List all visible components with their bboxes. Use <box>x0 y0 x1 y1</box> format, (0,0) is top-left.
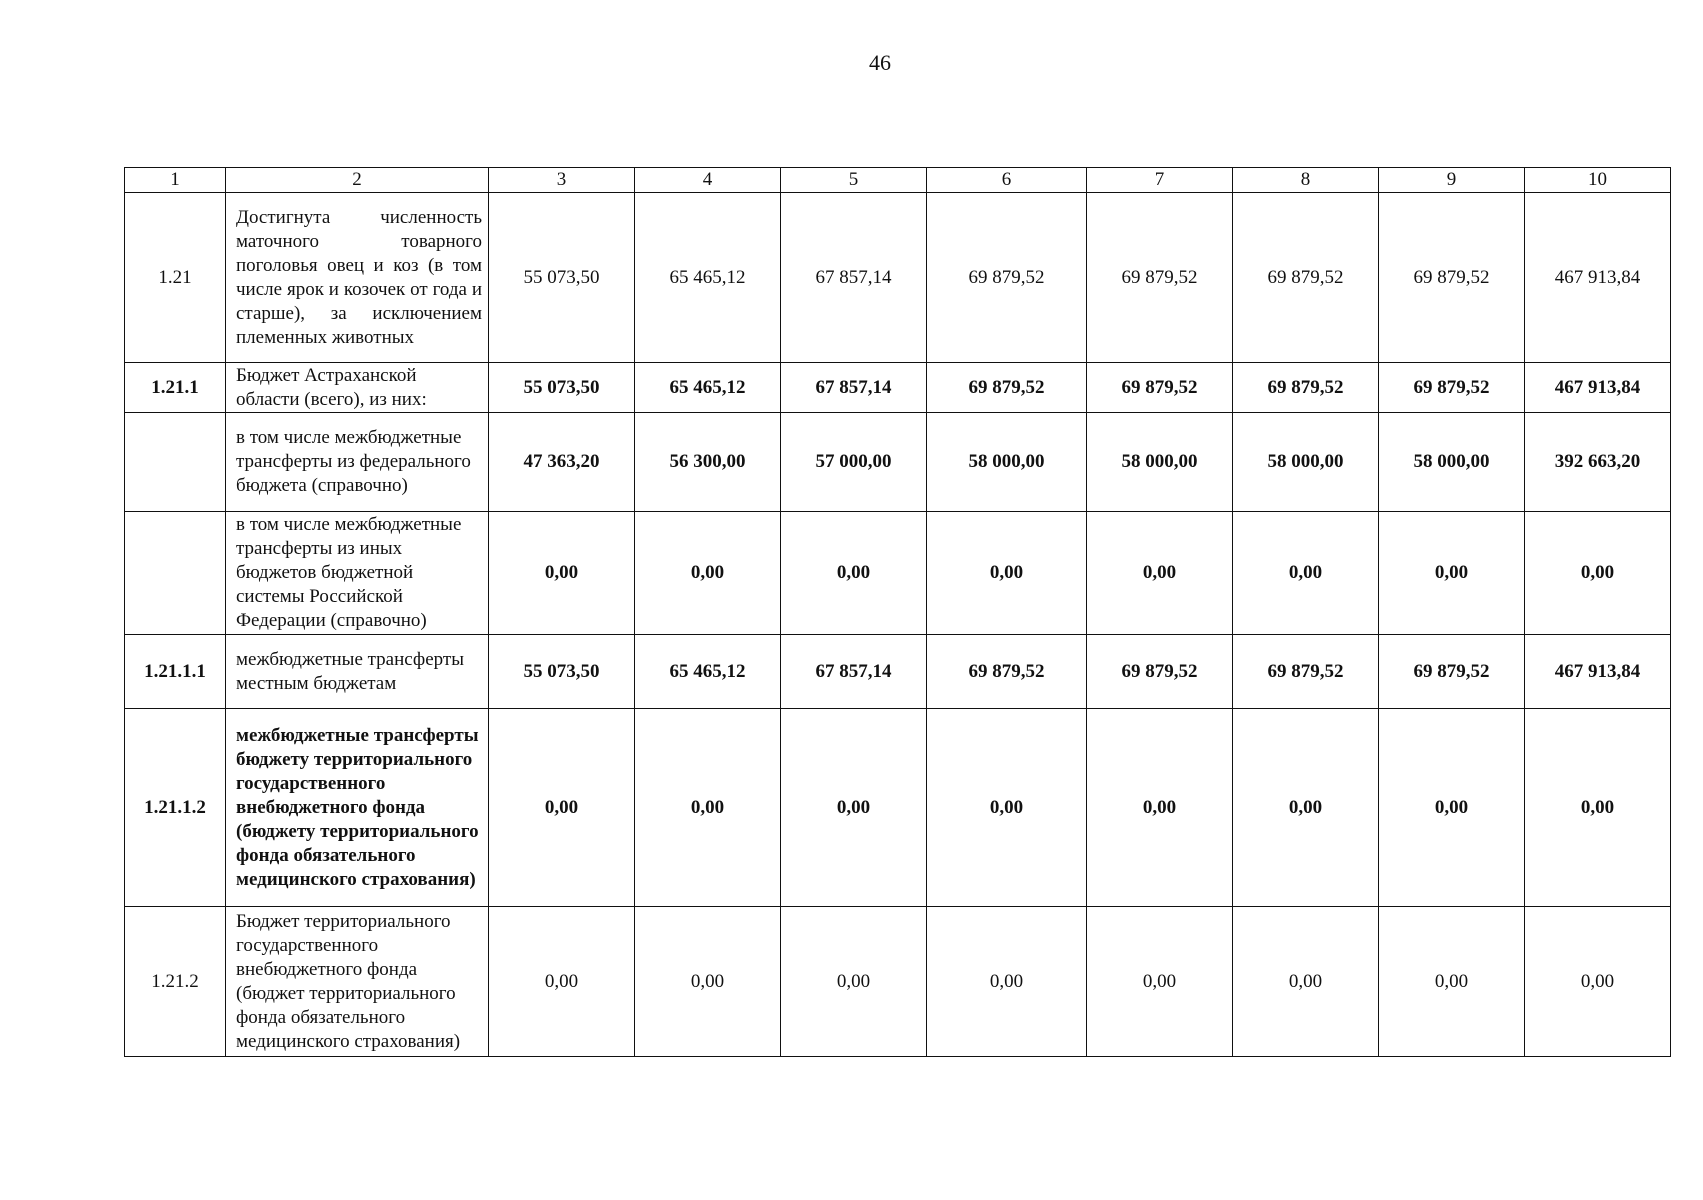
row-name: Достигнута численность маточного товарного поголовья овец и коз (в том числе ярок и козочек от года и старше), за исключением племенных животных <box>226 193 489 363</box>
value-cell: 0,00 <box>635 709 781 907</box>
table-row <box>125 635 1671 709</box>
value-cell: 55 073,50 <box>489 635 635 709</box>
value-cell: 69 879,52 <box>927 363 1087 413</box>
header-cell: 2 <box>226 168 489 193</box>
value-cell: 0,00 <box>1087 512 1233 635</box>
value-cell: 69 879,52 <box>1379 193 1525 363</box>
value-cell: 55 073,50 <box>489 193 635 363</box>
value-cell: 0,00 <box>635 907 781 1057</box>
header-row <box>125 168 1671 193</box>
header-cell: 8 <box>1233 168 1379 193</box>
table-row <box>125 193 1671 363</box>
value-cell: 65 465,12 <box>635 363 781 413</box>
row-code: 1.21.2 <box>125 907 226 1057</box>
row-code: 1.21.1.2 <box>125 709 226 907</box>
value-cell: 0,00 <box>927 512 1087 635</box>
row-name: Бюджет Астраханской области (всего), из них: <box>226 363 489 413</box>
value-cell: 69 879,52 <box>1233 363 1379 413</box>
value-cell: 55 073,50 <box>489 363 635 413</box>
value-cell: 58 000,00 <box>1379 413 1525 512</box>
value-cell: 69 879,52 <box>1087 193 1233 363</box>
value-cell: 0,00 <box>1525 512 1671 635</box>
page-number: 46 <box>869 50 891 75</box>
header-cell: 6 <box>927 168 1087 193</box>
value-cell: 69 879,52 <box>1379 363 1525 413</box>
header-cell: 9 <box>1379 168 1525 193</box>
row-code <box>125 512 226 635</box>
value-cell: 0,00 <box>781 512 927 635</box>
table-row <box>125 363 1671 413</box>
value-cell: 0,00 <box>1233 907 1379 1057</box>
value-cell: 0,00 <box>1379 709 1525 907</box>
budget-table <box>124 167 1671 1057</box>
value-cell: 69 879,52 <box>1087 363 1233 413</box>
table-row <box>125 709 1671 907</box>
value-cell: 0,00 <box>781 709 927 907</box>
value-cell: 56 300,00 <box>635 413 781 512</box>
row-name: межбюджетные трансферты бюджету территориального государственного внебюджетного фонда (бюджету территориального фонда обязательного медицинского страхования) <box>226 709 489 907</box>
value-cell: 67 857,14 <box>781 363 927 413</box>
value-cell: 0,00 <box>1379 512 1525 635</box>
value-cell: 0,00 <box>489 907 635 1057</box>
value-cell: 0,00 <box>927 709 1087 907</box>
value-cell: 57 000,00 <box>781 413 927 512</box>
value-cell: 69 879,52 <box>1233 193 1379 363</box>
value-cell: 0,00 <box>781 907 927 1057</box>
value-cell: 58 000,00 <box>1233 413 1379 512</box>
value-cell: 0,00 <box>1087 709 1233 907</box>
value-cell: 65 465,12 <box>635 193 781 363</box>
value-cell: 69 879,52 <box>1379 635 1525 709</box>
value-cell: 69 879,52 <box>1233 635 1379 709</box>
header-cell: 1 <box>125 168 226 193</box>
header-cell: 7 <box>1087 168 1233 193</box>
header-cell: 5 <box>781 168 927 193</box>
value-cell: 58 000,00 <box>1087 413 1233 512</box>
header-cell: 4 <box>635 168 781 193</box>
value-cell: 67 857,14 <box>781 193 927 363</box>
value-cell: 467 913,84 <box>1525 635 1671 709</box>
value-cell: 392 663,20 <box>1525 413 1671 512</box>
row-name: в том числе межбюджетные трансферты из иных бюджетов бюджетной системы Российской Федерации (справочно) <box>226 512 489 635</box>
header-cell: 10 <box>1525 168 1671 193</box>
row-name: в том числе межбюджетные трансферты из федерального бюджета (справочно) <box>226 413 489 512</box>
value-cell: 65 465,12 <box>635 635 781 709</box>
value-cell: 0,00 <box>1525 709 1671 907</box>
row-code: 1.21 <box>125 193 226 363</box>
row-code: 1.21.1.1 <box>125 635 226 709</box>
value-cell: 0,00 <box>489 512 635 635</box>
value-cell: 0,00 <box>1379 907 1525 1057</box>
table-row <box>125 413 1671 512</box>
header-cell: 3 <box>489 168 635 193</box>
value-cell: 467 913,84 <box>1525 363 1671 413</box>
value-cell: 0,00 <box>635 512 781 635</box>
row-code: 1.21.1 <box>125 363 226 413</box>
value-cell: 69 879,52 <box>927 193 1087 363</box>
value-cell: 58 000,00 <box>927 413 1087 512</box>
row-code <box>125 413 226 512</box>
value-cell: 0,00 <box>1233 709 1379 907</box>
value-cell: 0,00 <box>1087 907 1233 1057</box>
value-cell: 0,00 <box>489 709 635 907</box>
row-name: Бюджет территориального государственного внебюджетного фонда (бюджет территориального фонда обязательного медицинского страхования) <box>226 907 489 1057</box>
value-cell: 69 879,52 <box>1087 635 1233 709</box>
value-cell: 0,00 <box>927 907 1087 1057</box>
value-cell: 67 857,14 <box>781 635 927 709</box>
value-cell: 47 363,20 <box>489 413 635 512</box>
table-row <box>125 512 1671 635</box>
row-name: межбюджетные трансферты местным бюджетам <box>226 635 489 709</box>
value-cell: 467 913,84 <box>1525 193 1671 363</box>
value-cell: 69 879,52 <box>927 635 1087 709</box>
table-row <box>125 907 1671 1057</box>
value-cell: 0,00 <box>1233 512 1379 635</box>
value-cell: 0,00 <box>1525 907 1671 1057</box>
